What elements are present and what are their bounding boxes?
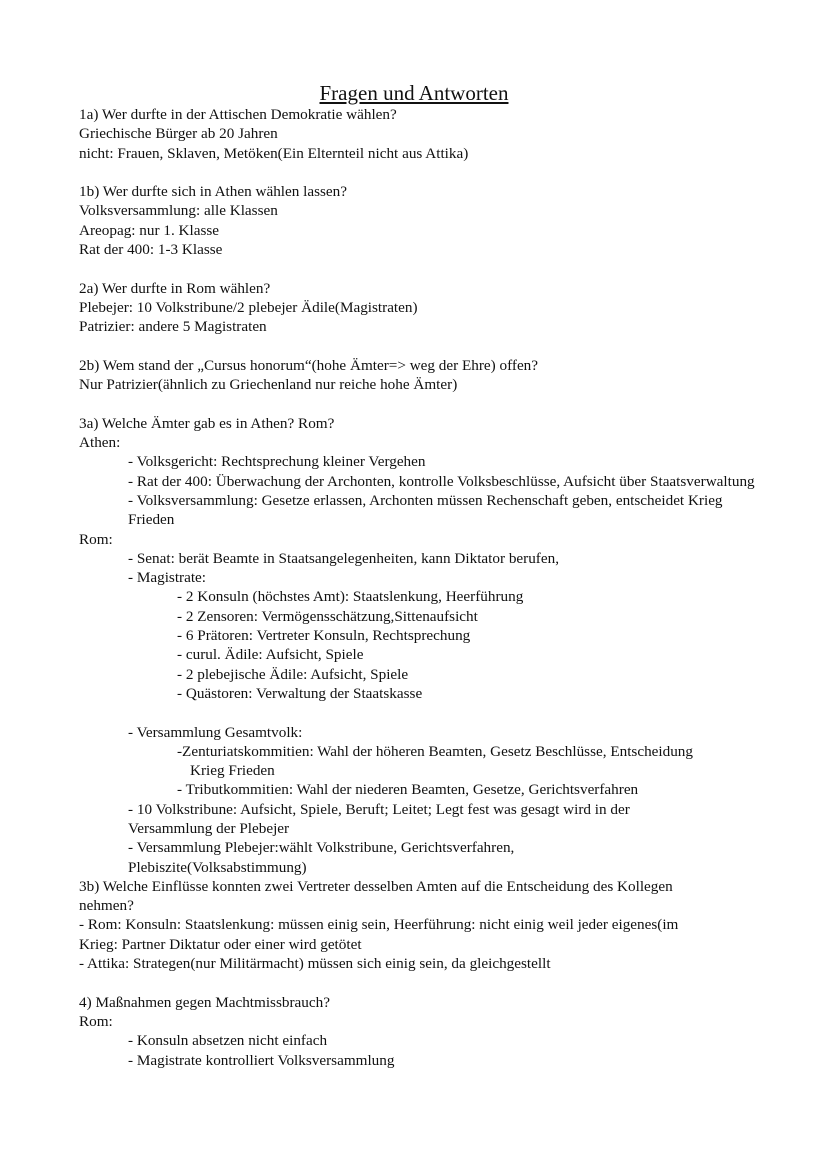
magistrate-item: - 6 Prätoren: Vertreter Konsuln, Rechtsprechung	[177, 627, 471, 645]
section-3a	[79, 414, 759, 877]
section-2a	[79, 279, 759, 337]
question-1b: 1b) Wer durfte sich in Athen wählen lassen?	[79, 183, 347, 201]
page-title: Fragen und Antworten	[319, 81, 509, 105]
versammlung-label: - Versammlung Gesamtvolk:	[128, 723, 303, 741]
section-2b	[79, 356, 759, 395]
magistrate-item: - 2 Zensoren: Vermögensschätzung,Sittenaufsicht	[177, 607, 478, 625]
answer-line: Volksversammlung: alle Klassen	[79, 202, 278, 220]
answer-item: - Magistrate kontrolliert Volksversammlung	[128, 1051, 395, 1069]
rom-label: Rom:	[79, 1012, 113, 1030]
section-4	[79, 993, 759, 1070]
rom-magistrate-label: - Magistrate:	[128, 569, 207, 587]
athen-item: - Rat der 400: Überwachung der Archonten, kontrolle Volksbeschlüsse, Aufsicht über Staatsverwaltung	[128, 472, 755, 490]
answer-line: Krieg: Partner Diktatur oder einer wird getötet	[79, 935, 362, 953]
athen-item: - Volksversammlung: Gesetze erlassen, Archonten müssen Rechenschaft geben, entscheidet Krieg Frieden	[128, 491, 723, 529]
magistrate-item: - 2 Konsuln (höchstes Amt): Staatslenkung, Heerführung	[177, 588, 524, 606]
section-1a	[79, 105, 759, 163]
answer-line: Plebejer: 10 Volkstribune/2 plebejer Ädile(Magistraten)	[79, 298, 418, 316]
volkstribune-line: - 10 Volkstribune: Aufsicht, Spiele, Beruft; Leitet; Legt fest was gesagt wird in der	[128, 800, 630, 818]
answer-line: - Rom: Konsuln: Staatslenkung: müssen einig sein, Heerführung: nicht einig weil jeder eigenes(im	[79, 916, 679, 934]
zenturiat-line: Krieg Frieden	[190, 762, 275, 780]
question-4: 4) Maßnahmen gegen Machtmissbrauch?	[79, 993, 330, 1011]
volkstribune-line: Versammlung der Plebejer	[128, 819, 290, 837]
zenturiat-line: -Zenturiatskommitien: Wahl der höheren Beamten, Gesetz Beschlüsse, Entscheidung	[177, 742, 693, 760]
section-3b	[79, 877, 759, 973]
answer-line: Rat der 400: 1-3 Klasse	[79, 241, 223, 259]
athen-item: - Volksgericht: Rechtsprechung kleiner Vergehen	[128, 453, 426, 471]
tribut-line: - Tributkommitien: Wahl der niederen Beamten, Gesetze, Gerichtsverfahren	[177, 781, 639, 799]
answer-item: - Konsuln absetzen nicht einfach	[128, 1032, 328, 1050]
answer-line: Areopag: nur 1. Klasse	[79, 221, 220, 239]
plebejer-line: - Versammlung Plebejer:wählt Volkstribune, Gerichtsverfahren,	[128, 839, 515, 857]
rom-senat: - Senat: berät Beamte in Staatsangelegenheiten, kann Diktator berufen,	[128, 549, 559, 567]
athen-label: Athen:	[79, 434, 121, 452]
plebejer-line: Plebiszite(Volksabstimmung)	[128, 858, 307, 876]
question-3b-cont: nehmen?	[79, 897, 134, 915]
magistrate-item: - 2 plebejische Ädile: Aufsicht, Spiele	[177, 665, 409, 683]
question-2b: 2b) Wem stand der „Cursus honorum“(hohe Ämter=> weg der Ehre) offen?	[79, 356, 539, 374]
magistrate-item: - curul. Ädile: Aufsicht, Spiele	[177, 646, 364, 664]
question-3b: 3b) Welche Einflüsse konnten zwei Vertreter desselben Amten auf die Entscheidung des Kollegen	[79, 877, 673, 895]
magistrate-item: - Quästoren: Verwaltung der Staatskasse	[177, 684, 423, 702]
answer-line: Griechische Bürger ab 20 Jahren	[79, 125, 278, 143]
answer-line: nicht: Frauen, Sklaven, Metöken(Ein Elternteil nicht aus Attika)	[79, 144, 469, 162]
answer-line: - Attika: Strategen(nur Militärmacht) müssen sich einig sein, da gleichgestellt	[79, 955, 551, 973]
answer-line: Patrizier: andere 5 Magistraten	[79, 318, 267, 336]
question-1a: 1a) Wer durfte in der Attischen Demokratie wählen?	[79, 106, 397, 123]
section-1b	[79, 182, 759, 259]
document-body	[79, 105, 759, 1070]
question-2a: 2a) Wer durfte in Rom wählen?	[79, 279, 271, 297]
question-3a: 3a) Welche Ämter gab es in Athen? Rom?	[79, 414, 335, 432]
answer-line: Nur Patrizier(ähnlich zu Griechenland nur reiche hohe Ämter)	[79, 376, 458, 394]
rom-label: Rom:	[79, 530, 113, 548]
